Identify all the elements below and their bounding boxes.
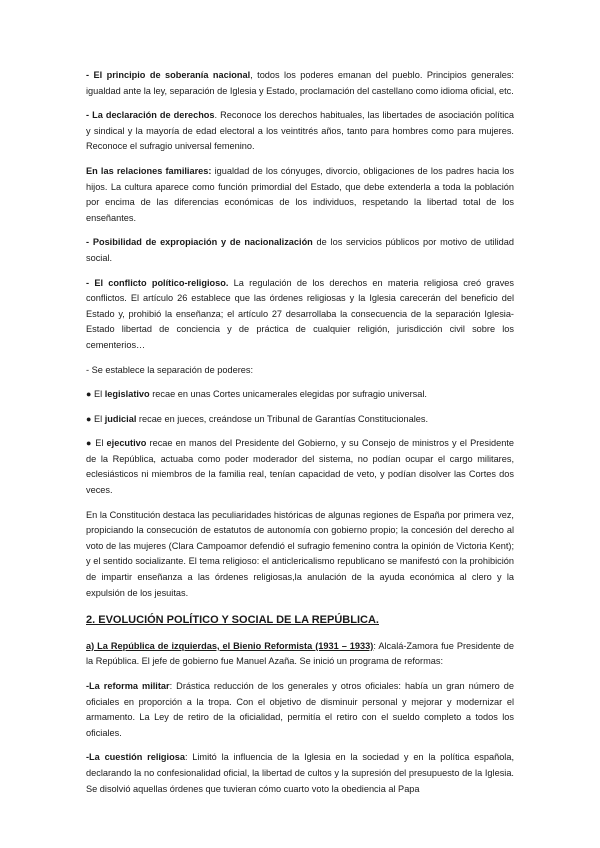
paragraph-conflicto <box>86 276 514 354</box>
paragraph-soberania <box>86 68 514 99</box>
paragraph-derechos <box>86 108 514 155</box>
bullet-icon: ● <box>86 438 93 449</box>
paragraph-expropiacion <box>86 235 514 266</box>
power-judicial <box>86 412 514 428</box>
paragraph-lead: - El principio de soberanía nacional <box>86 70 251 80</box>
power-text: recae en manos del Presidente del Gobierno, y su Consejo de ministros y el Presidente de la República, actuaba como poder moderador del sistema, no podían ocupar el cargo militares, eclesiásticos ni miembros de la familia real, tenían capacidad de veto, y podían disolver las Cortes dos veces. <box>86 438 514 496</box>
paragraph-text: igualdad de los cónyuges, divorcio, obligaciones de los padres hacia los hijos. La cultura aparece como función primordial del Estado, que debe extenderla a toda la población por encima de las diferencias económicas de los individuos, respetando la libertad total de los enseñantes. <box>86 165 514 223</box>
paragraph-text: - Se establece la separación de poderes: <box>86 364 254 375</box>
power-pre: El <box>91 389 105 400</box>
reform-text: : Limitó la influencia de la Iglesia en la sociedad y en la política española, declarando la no confesionalidad oficial, la libertad de cultos y la supresión del presupuesto de la Iglesia. Se disolvió aquellas órdenes que tuvieran cómo cuarto voto la obediencia al Papa <box>86 752 515 794</box>
power-text: recae en unas Cortes unicamerales elegidas por sufragio universal. <box>149 389 427 400</box>
reform-religiosa <box>86 750 514 797</box>
paragraph-text: . Reconoce los derechos habituales, las libertades de asociación política y sindical y la mayoría de edad electoral a los veintitrés años, tanto para hombres como para mujeres. Reconoce el sufragio universal femenino. <box>86 110 514 152</box>
section-heading: 2. EVOLUCIÓN POLÍTICO Y SOCIAL DE LA REPÚBLICA. <box>86 614 379 627</box>
paragraph-lead: - Posibilidad de expropiación y de nacionalización <box>86 237 313 248</box>
power-text: recae en jueces, creándose un Tribunal de Garantías Constitucionales. <box>136 413 428 424</box>
power-pre: El <box>92 438 107 449</box>
paragraph-familia <box>86 164 514 226</box>
paragraph-separacion <box>86 363 514 379</box>
paragraph-text: de los servicios públicos por motivo de utilidad social. <box>86 237 514 263</box>
paragraph-text: , todos los poderes emanan del pueblo. Principios generales: igualdad ante la ley, separación de Iglesia y Estado, proclamación del castellano como idioma oficial, etc. <box>86 70 514 96</box>
power-legislativo <box>86 387 514 403</box>
paragraph-summary: En la Constitución destaca las peculiaridades históricas de algunas regiones de España por primera vez, propiciando la consecución de estatutos de autonomía con gobierno propio; la concesión del derecho al voto de las mujeres (Clara Campoamor defendió el sufragio femenino contra la opinión de Victoria Kent); y el sentido socializante. El tema religioso: el anticlericalismo republicano se manifestó con la prohibición de impartir enseñanza a las órdenes religiosas,la anulación de la ayuda económica al clero y la expulsión de los jesuitas. <box>86 509 514 598</box>
paragraph-lead: - El conflicto político-religioso. <box>86 277 229 288</box>
subsection-bienio <box>86 639 514 670</box>
power-lead: legislativo <box>104 389 150 400</box>
reform-lead: -La cuestión religiosa <box>86 752 185 763</box>
power-pre: El <box>91 413 105 424</box>
subsection-lead: a) La República de izquierdas, el Bienio Reformista (1931 – 1933) <box>86 640 374 651</box>
paragraph-lead: En las relaciones familiares: <box>86 165 212 176</box>
subsection-text: : Alcalá-Zamora fue Presidente de la República. El jefe de gobierno fue Manuel Azaña. Se inició un programa de reformas: <box>86 640 514 667</box>
power-lead: judicial <box>104 413 137 424</box>
reform-text: : Drástica reducción de los generales y otros oficiales: había un gran número de oficiales en proporción a la tropa. Con el objetivo de disminuir personal y mejorar y modernizar el armamento. La Ley de retiro de la oficialidad, permitía el retiro con el sueldo completo a todos los oficiales. <box>86 681 514 738</box>
bullet-icon: ● <box>86 389 92 400</box>
reform-lead: -La reforma militar <box>86 681 170 691</box>
power-ejecutivo <box>86 436 514 498</box>
bullet-icon: ● <box>86 413 92 424</box>
reform-militar <box>86 679 514 741</box>
paragraph-text: La regulación de los derechos en materia religiosa creó graves conflictos. El artículo 26 establece que las órdenes religiosas y la Iglesia carecerán del beneficio del Estado y, prohibió la enseñanza; el artículo 27 desarrollaba la consecuencia de la separación Iglesia-Estado libertad de conciencia y de práctica de cualquier religión, jurisdicción civil sobre los cementerios… <box>86 277 514 350</box>
paragraph-lead: - La declaración de derechos <box>86 110 215 121</box>
power-lead: ejecutivo <box>106 438 147 449</box>
